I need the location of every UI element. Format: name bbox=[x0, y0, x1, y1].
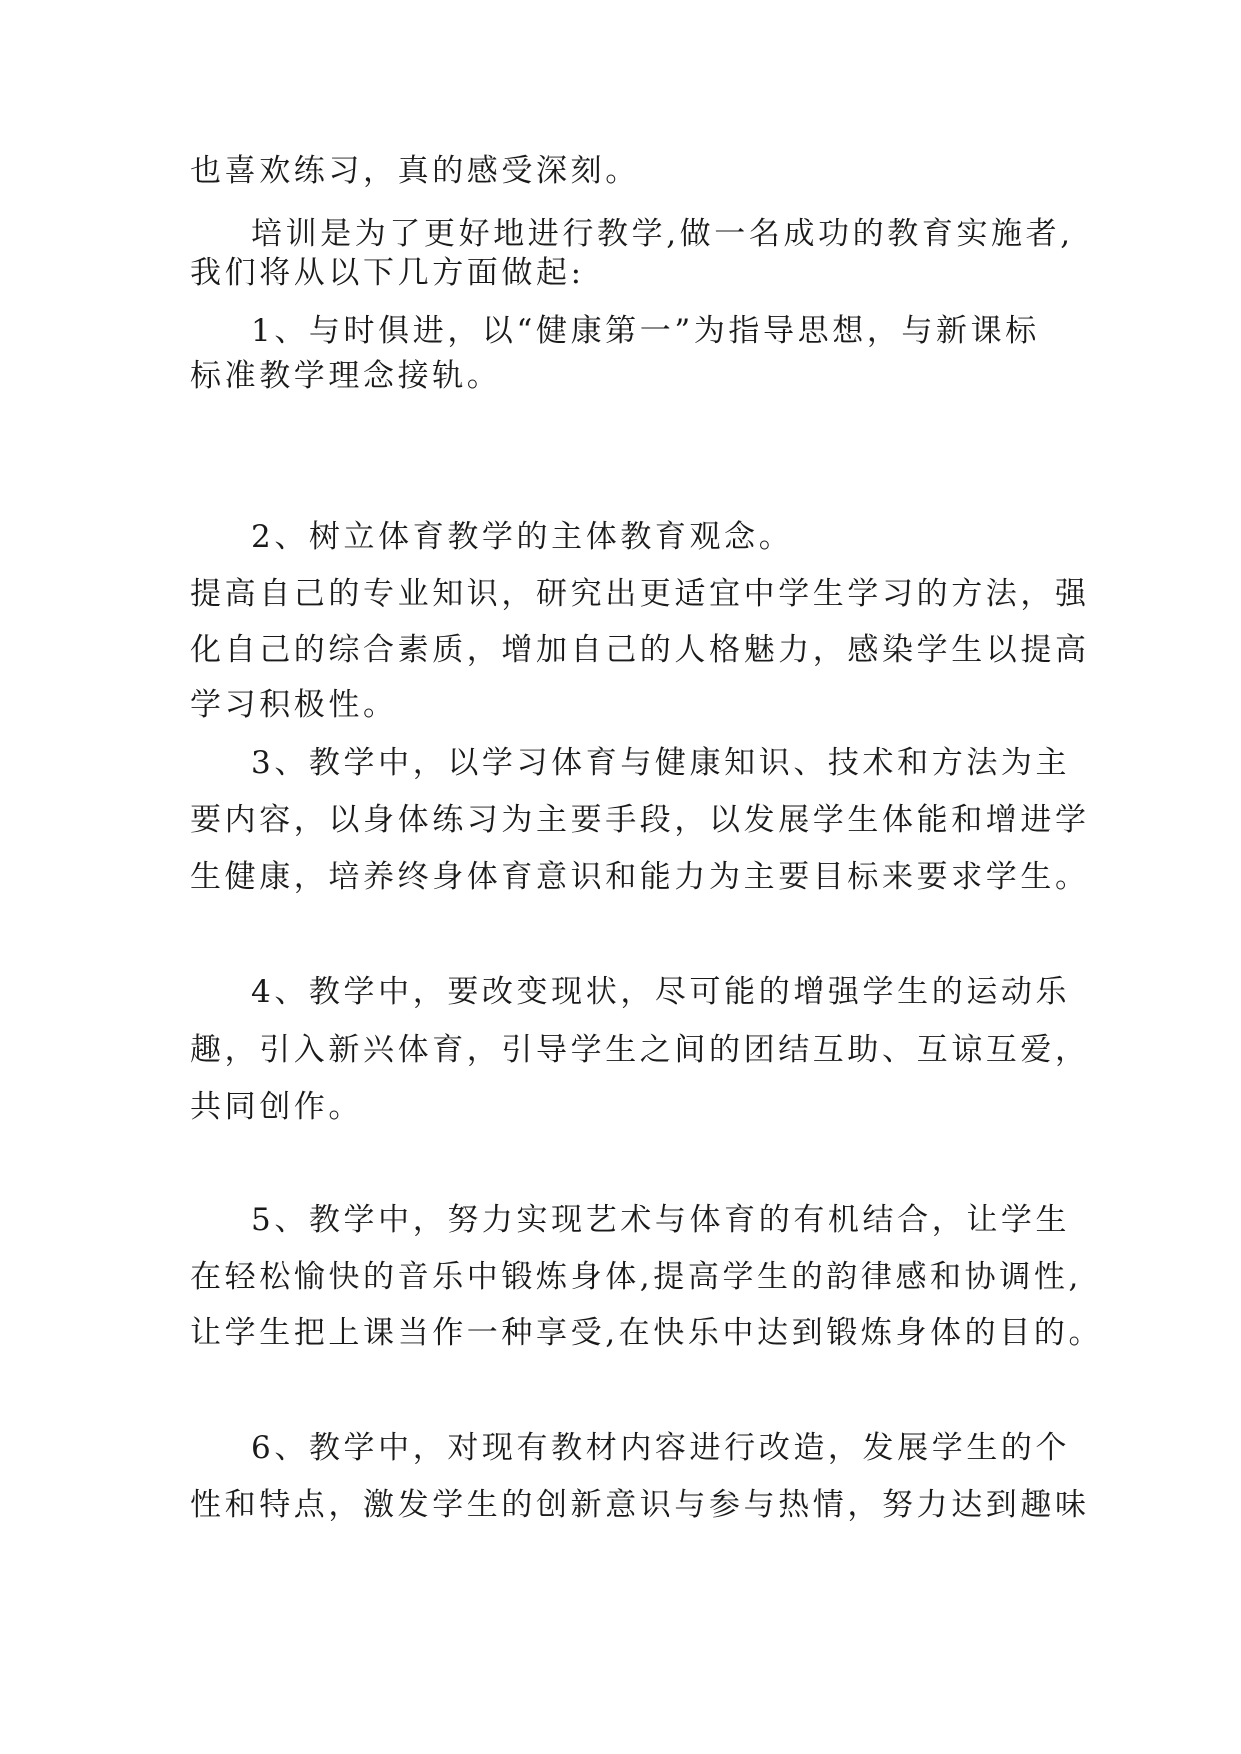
text-line: 4、教学中，要改变现状，尽可能的增强学生的运动乐 bbox=[251, 974, 1071, 1010]
text-line: 培训是为了更好地进行教学,做一名成功的教育实施者, bbox=[251, 216, 1074, 252]
text-line: 2、树立体育教学的主体教育观念。 bbox=[251, 519, 794, 555]
text-line: 我们将从以下几方面做起: bbox=[190, 255, 585, 291]
text-line: 学习积极性。 bbox=[190, 687, 398, 723]
text-line: 共同创作。 bbox=[190, 1089, 363, 1125]
text-line: 1、与时俱进，以“健康第一”为指导思想，与新课标 bbox=[251, 313, 1040, 349]
text-line: 5、教学中，努力实现艺术与体育的有机结合，让学生 bbox=[251, 1202, 1071, 1238]
text-line: 性和特点，激发学生的创新意识与参与热情，努力达到趣味 bbox=[190, 1487, 1090, 1523]
text-line: 趣，引入新兴体育，引导学生之间的团结互助、互谅互爱， bbox=[190, 1032, 1090, 1068]
text-line: 在轻松愉快的音乐中锻炼身体,提高学生的韵律感和协调性, bbox=[190, 1259, 1082, 1295]
text-line: 提高自己的专业知识，研究出更适宜中学生学习的方法，强 bbox=[190, 576, 1090, 612]
text-line: 生健康，培养终身体育意识和能力为主要目标来要求学生。 bbox=[190, 859, 1090, 895]
text-line: 也喜欢练习，真的感受深刻。 bbox=[190, 153, 640, 189]
text-line: 要内容，以身体练习为主要手段，以发展学生体能和增进学 bbox=[190, 802, 1090, 838]
text-line: 6、教学中，对现有教材内容进行改造，发展学生的个 bbox=[251, 1430, 1071, 1466]
text-line: 让学生把上课当作一种享受,在快乐中达到锻炼身体的目的。 bbox=[190, 1315, 1104, 1351]
text-line: 标准教学理念接轨。 bbox=[190, 358, 502, 394]
text-line: 3、教学中，以学习体育与健康知识、技术和方法为主 bbox=[251, 745, 1071, 781]
text-line: 化自己的综合素质，增加自己的人格魅力，感染学生以提高 bbox=[190, 632, 1090, 668]
